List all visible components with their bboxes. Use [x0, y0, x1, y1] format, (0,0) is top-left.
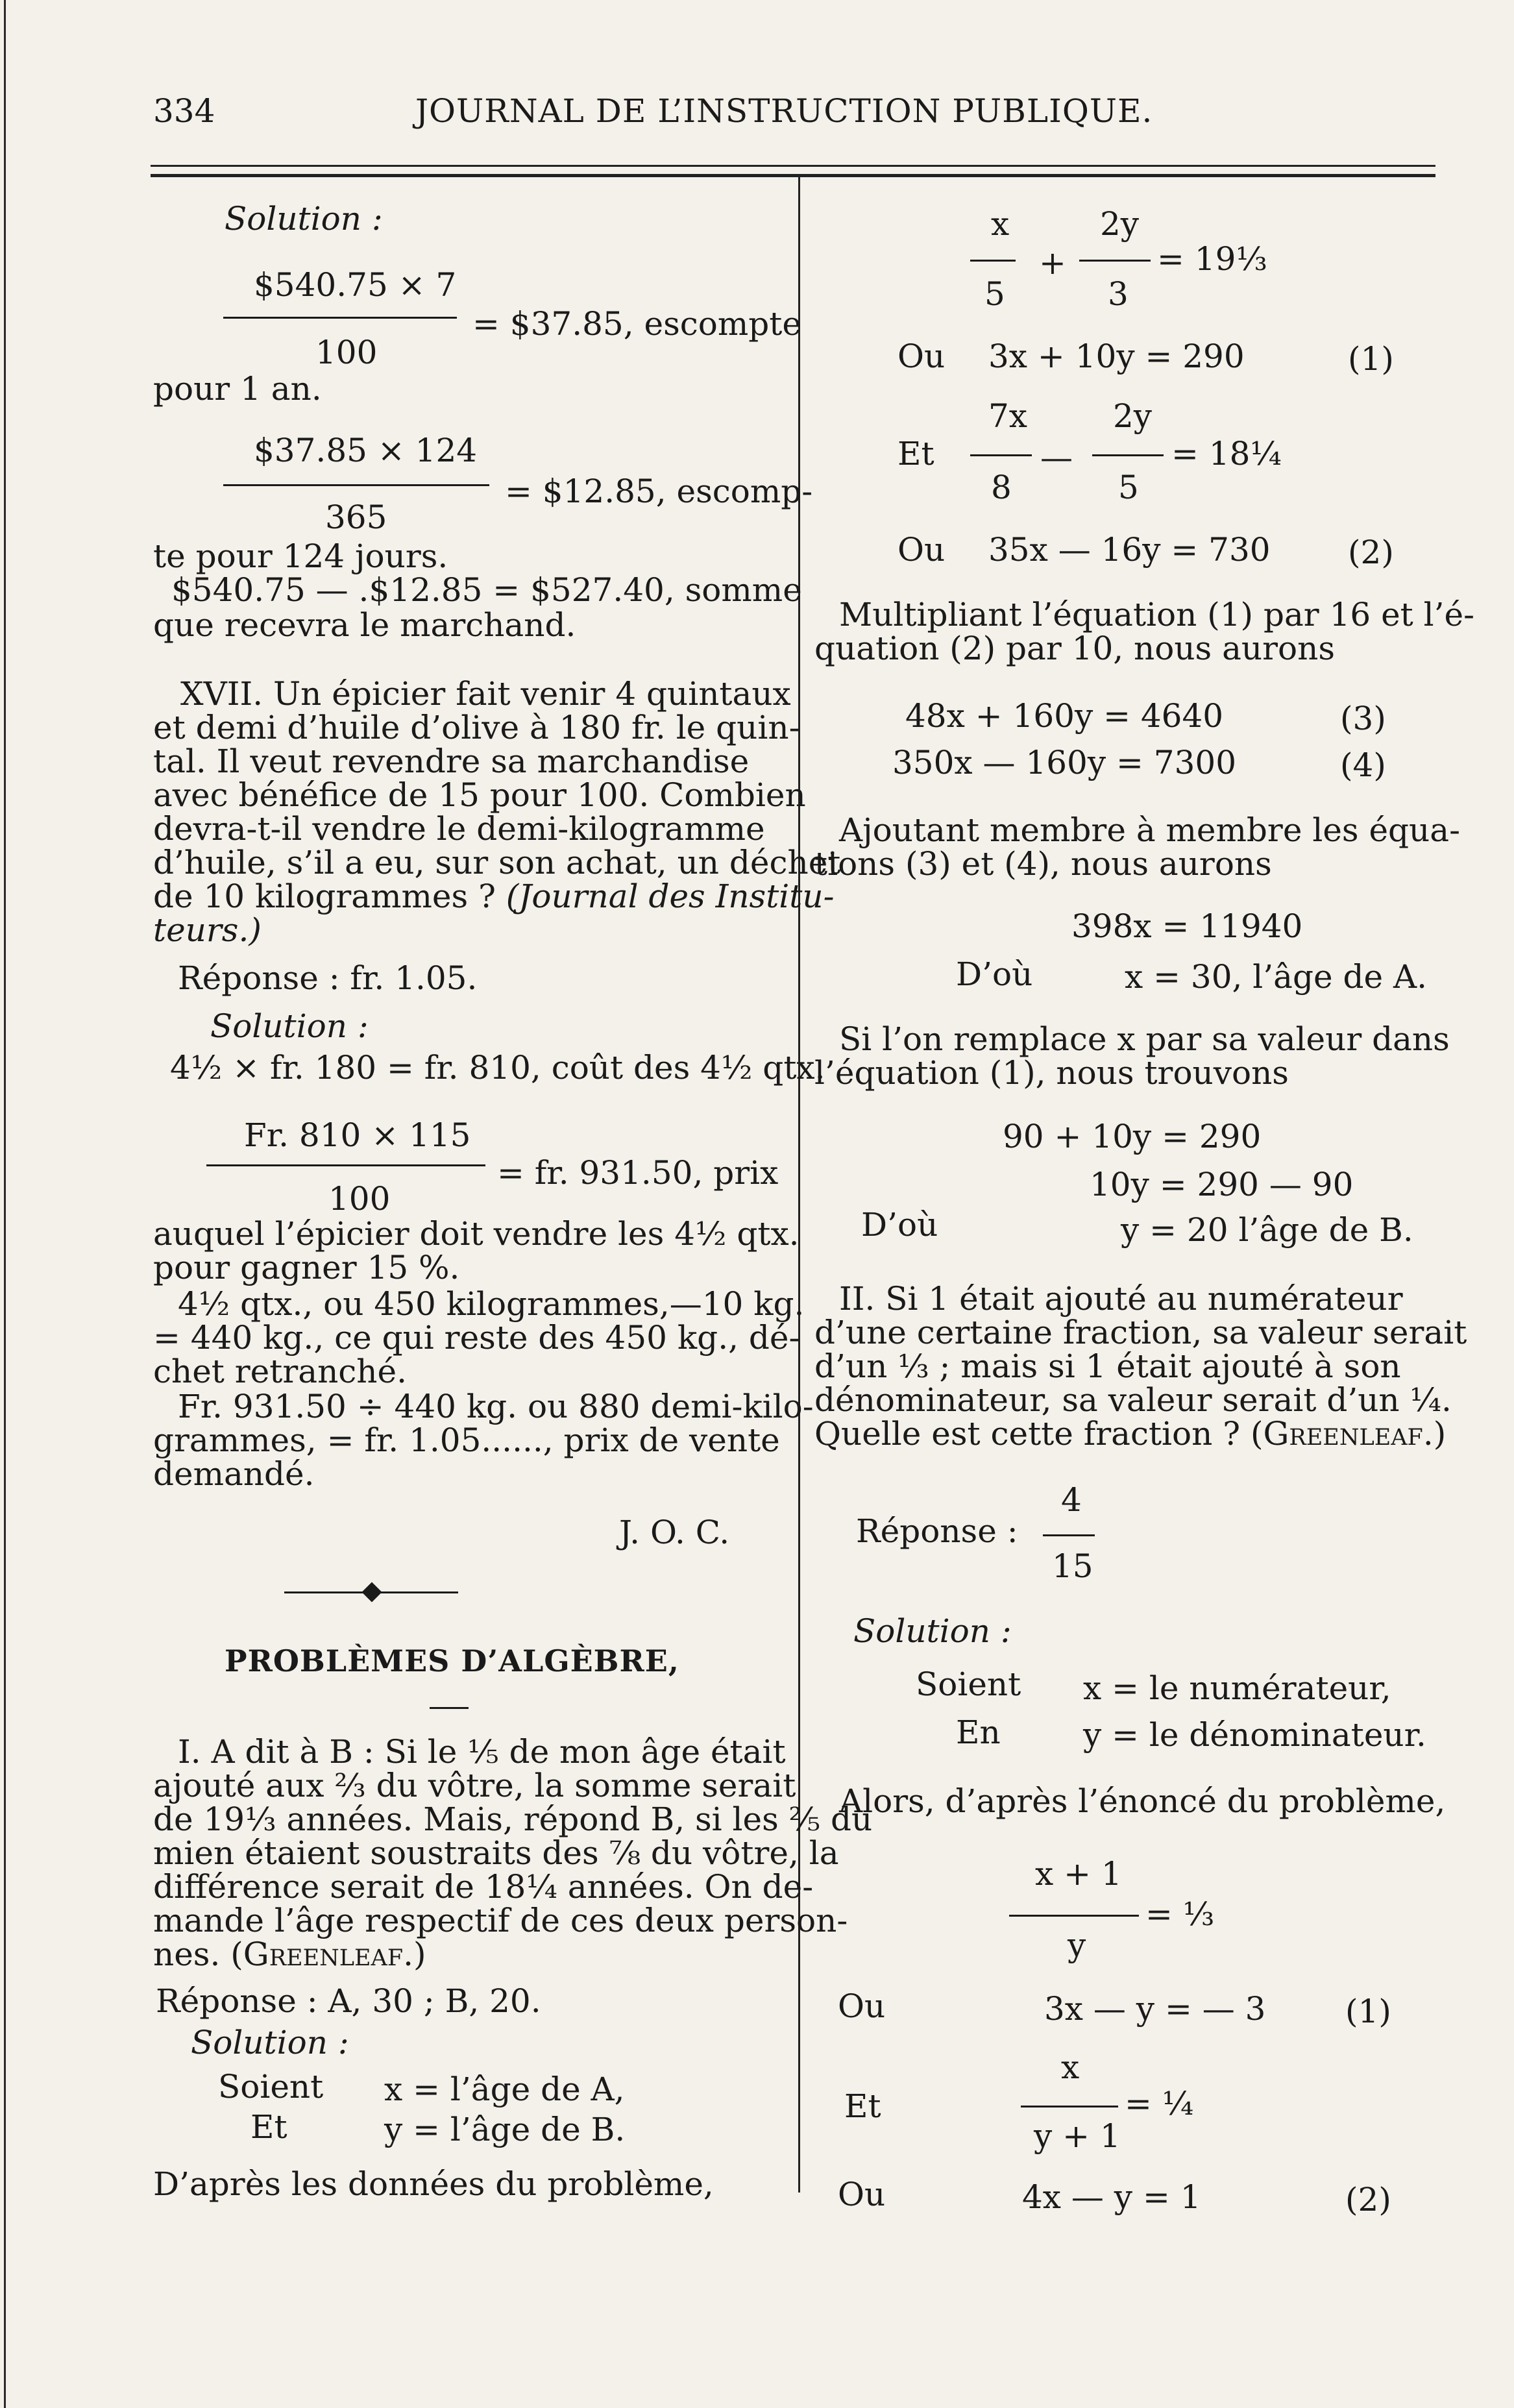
fraction-bar: [1043, 1534, 1095, 1536]
equation-number: (2): [1348, 534, 1394, 571]
header-rule-thick: [151, 174, 1435, 177]
problem-text: dénominateur, sa valeur serait d’un ¼.: [814, 1381, 1452, 1419]
problem-text: de 19⅓ années. Mais, répond B, si les ⅖ du: [153, 1800, 873, 1838]
solution-keyword: Soient: [916, 1665, 1021, 1703]
fraction-denominator: 5: [984, 275, 1005, 313]
text-line: quation (2) par 10, nous aurons: [814, 630, 1335, 667]
equation: x = 30, l’âge de A.: [1125, 958, 1427, 996]
fraction-result: = 18¼: [1171, 435, 1282, 473]
text-line: $540.75 — .$12.85 = $527.40, somme: [171, 571, 802, 609]
fraction-result: = ¼: [1125, 2085, 1194, 2122]
fraction-denominator: 3: [1108, 275, 1129, 313]
solution-line: Fr. 931.50 ÷ 440 kg. ou 880 demi-kilo-: [178, 1388, 814, 1425]
header-rule-thin: [151, 165, 1435, 167]
solution-label: Solution :: [210, 1007, 369, 1045]
solution-line: demandé.: [153, 1455, 315, 1493]
equation: y = 20 l’âge de B.: [1121, 1211, 1413, 1249]
equation-number: (1): [1348, 340, 1394, 378]
equation: 10y = 290 — 90: [1090, 1166, 1354, 1203]
problem-text: [153, 1935, 426, 1973]
fraction-bar: [970, 454, 1032, 456]
fraction-bar: [223, 317, 457, 319]
fraction-numerator: 4: [1061, 1481, 1082, 1519]
problem-text: et demi d’huile d’olive à 180 fr. le quin-: [153, 709, 800, 746]
problem-text: ajouté aux ⅔ du vôtre, la somme serait: [153, 1767, 796, 1804]
fraction-denominator: 5: [1118, 469, 1139, 506]
fraction-bar: [206, 1164, 485, 1166]
text-line: que recevra le marchand.: [153, 606, 576, 644]
equation-keyword: D’où: [861, 1206, 938, 1244]
equation-number: (4): [1340, 746, 1386, 784]
equation: 35x — 16y = 730: [988, 531, 1271, 569]
equation: 3x — y = — 3: [1044, 1990, 1266, 2028]
problem-text: d’une certaine fraction, sa valeur serait: [814, 1314, 1467, 1351]
fraction-result: = $37.85, escompte: [472, 305, 801, 343]
answer-line: Réponse : fr. 1.05.: [178, 959, 478, 997]
equation-keyword: Et: [844, 2087, 881, 2125]
text-line: te pour 124 jours.: [153, 537, 448, 575]
fraction-numerator: Fr. 810 × 115: [244, 1116, 471, 1154]
text-line: l’équation (1), nous trouvons: [814, 1054, 1289, 1092]
solution-line: chet retranché.: [153, 1353, 407, 1390]
equation-keyword: D’où: [956, 955, 1033, 993]
problem-text: avec bénéfice de 15 pour 100. Combien: [153, 776, 806, 814]
fraction-denominator: y + 1: [1034, 2117, 1121, 2155]
fraction-numerator: 7x: [988, 397, 1028, 435]
solution-label: Solution :: [225, 200, 383, 238]
solution-keyword: Soient: [218, 2068, 324, 2106]
equation-number: (1): [1345, 1993, 1391, 2030]
text-line: Si l’on remplace x par sa valeur dans: [839, 1020, 1450, 1058]
section-title: PROBLÈMES D’ALGÈBRE,: [225, 1643, 679, 1678]
equation: 350x — 160y = 7300: [892, 744, 1237, 781]
problem-text-roman: Quelle est cette fraction ? (: [814, 1415, 1264, 1453]
fraction-denominator: 100: [328, 1180, 391, 1218]
problem-source: (Journal des Institu-: [506, 878, 835, 915]
problem-text-roman: de 10 kilogrammes ?: [153, 878, 496, 915]
fraction-numerator: $37.85 × 124: [254, 432, 478, 469]
solution-line: 4½ × fr. 180 = fr. 810, coût des 4½ qtx.: [170, 1049, 825, 1087]
problem-text: tal. Il veut revendre sa marchandise: [153, 743, 750, 780]
fraction-result: = 19⅓: [1157, 240, 1267, 278]
running-title: JOURNAL DE L’INSTRUCTION PUBLIQUE.: [415, 92, 1153, 130]
solution-line: auquel l’épicier doit vendre les 4½ qtx.: [153, 1215, 800, 1253]
problem-text: d’huile, s’il a eu, sur son achat, un déchet: [153, 844, 841, 881]
equation: 90 + 10y = 290: [1003, 1118, 1262, 1155]
problem-text: mien étaient soustraits des ⅞ du vôtre, la: [153, 1834, 839, 1872]
fraction-result: = $12.85, escomp-: [505, 473, 813, 510]
operator: —: [1040, 439, 1073, 476]
text-line: Ajoutant membre à membre les équa-: [839, 811, 1460, 849]
fraction-denominator: 100: [315, 334, 378, 371]
fraction-bar: [223, 484, 489, 486]
fraction-denominator: 365: [325, 498, 387, 536]
fraction-bar: [1021, 2106, 1118, 2107]
fraction-numerator: x: [1061, 2048, 1080, 2086]
solution-line: = 440 kg., ce qui reste des 450 kg., dé-: [153, 1319, 800, 1357]
fraction-bar: [1009, 1915, 1139, 1917]
problem-text: différence serait de 18¼ années. On de-: [153, 1868, 814, 1906]
equation-keyword: Ou: [838, 1987, 886, 2025]
fraction-bar: [970, 260, 1016, 262]
problem-source: Greenleaf.: [1263, 1415, 1434, 1453]
problem-text: II. Si 1 était ajouté au numérateur: [839, 1280, 1403, 1318]
equation: x = le numérateur,: [1083, 1669, 1391, 1707]
ornament-diamond: [361, 1582, 382, 1602]
operator: +: [1039, 244, 1066, 282]
problem-text: XVII. Un épicier fait venir 4 quintaux: [180, 675, 791, 713]
equation-number: (3): [1340, 700, 1386, 737]
equation: 4x — y = 1: [1022, 2178, 1201, 2216]
solution-label: Solution :: [191, 2024, 349, 2061]
problem-text-roman: ): [413, 1935, 426, 1973]
fraction-numerator: $540.75 × 7: [254, 266, 457, 304]
equation-number: (2): [1345, 2181, 1391, 2218]
fraction-denominator: y: [1068, 1926, 1086, 1964]
solution-line: pour gagner 15 %.: [153, 1249, 460, 1286]
equation: 48x + 160y = 4640: [905, 697, 1224, 735]
equation-keyword: Ou: [897, 531, 946, 569]
text-line: pour 1 an.: [153, 370, 322, 408]
equation: 398x = 11940: [1071, 907, 1303, 945]
text-line: Multipliant l’équation (1) par 16 et l’é-: [839, 596, 1475, 633]
text-line: Alors, d’après l’énoncé du problème,: [839, 1782, 1446, 1820]
answer-line: Réponse : A, 30 ; B, 20.: [156, 1982, 541, 2020]
equation-keyword: Ou: [838, 2176, 886, 2213]
problem-source: teurs.): [153, 911, 262, 949]
solution-keyword: Et: [250, 2108, 287, 2146]
fraction-numerator: x: [991, 205, 1010, 243]
fraction-numerator: 2y: [1100, 205, 1140, 243]
problem-text: [153, 878, 835, 915]
equation-keyword: Et: [897, 435, 934, 473]
problem-text-roman: nes. (: [153, 1935, 243, 1973]
text-line: tions (3) et (4), nous aurons: [814, 845, 1272, 883]
text-line: D’après les données du problème,: [153, 2165, 714, 2203]
problem-text: [814, 1415, 1446, 1453]
solution-line: grammes, = fr. 1.05......, prix de vente: [153, 1421, 780, 1459]
fraction-denominator: 15: [1052, 1547, 1093, 1585]
solution-line: 4½ qtx., ou 450 kilogrammes,—10 kg.: [178, 1285, 805, 1323]
problem-source: Greenleaf.: [243, 1935, 414, 1973]
equation: 3x + 10y = 290: [988, 338, 1245, 375]
problem-text: d’un ⅓ ; mais si 1 était ajouté à son: [814, 1347, 1401, 1385]
equation: y = l’âge de B.: [384, 2111, 626, 2148]
fraction-result: = ⅓: [1145, 1895, 1215, 1933]
problem-text: mande l’âge respectif de ces deux person-: [153, 1902, 848, 1939]
fraction-result: = fr. 931.50, prix: [497, 1154, 779, 1192]
title-dash: [430, 1707, 469, 1709]
problem-text: I. A dit à B : Si le ⅕ de mon âge était: [178, 1733, 786, 1771]
fraction-denominator: 8: [991, 469, 1012, 506]
answer-line: Réponse :: [856, 1512, 1018, 1550]
fraction-numerator: x + 1: [1035, 1855, 1122, 1893]
fraction-bar: [1079, 260, 1151, 262]
page-number: 334: [153, 92, 215, 130]
solution-label: Solution :: [853, 1612, 1012, 1650]
fraction-bar: [1092, 454, 1164, 456]
page-edge: [4, 0, 6, 2408]
problem-text: devra-t-il vendre le demi-kilogramme: [153, 810, 765, 848]
equation: y = le dénominateur.: [1083, 1716, 1426, 1754]
equation: x = l’âge de A,: [384, 2070, 625, 2108]
equation-keyword: Ou: [897, 338, 946, 375]
fraction-numerator: 2y: [1113, 397, 1153, 435]
author-signature: J. O. C.: [619, 1514, 730, 1551]
solution-keyword: En: [956, 1714, 1001, 1751]
problem-text-roman: ): [1433, 1415, 1447, 1453]
